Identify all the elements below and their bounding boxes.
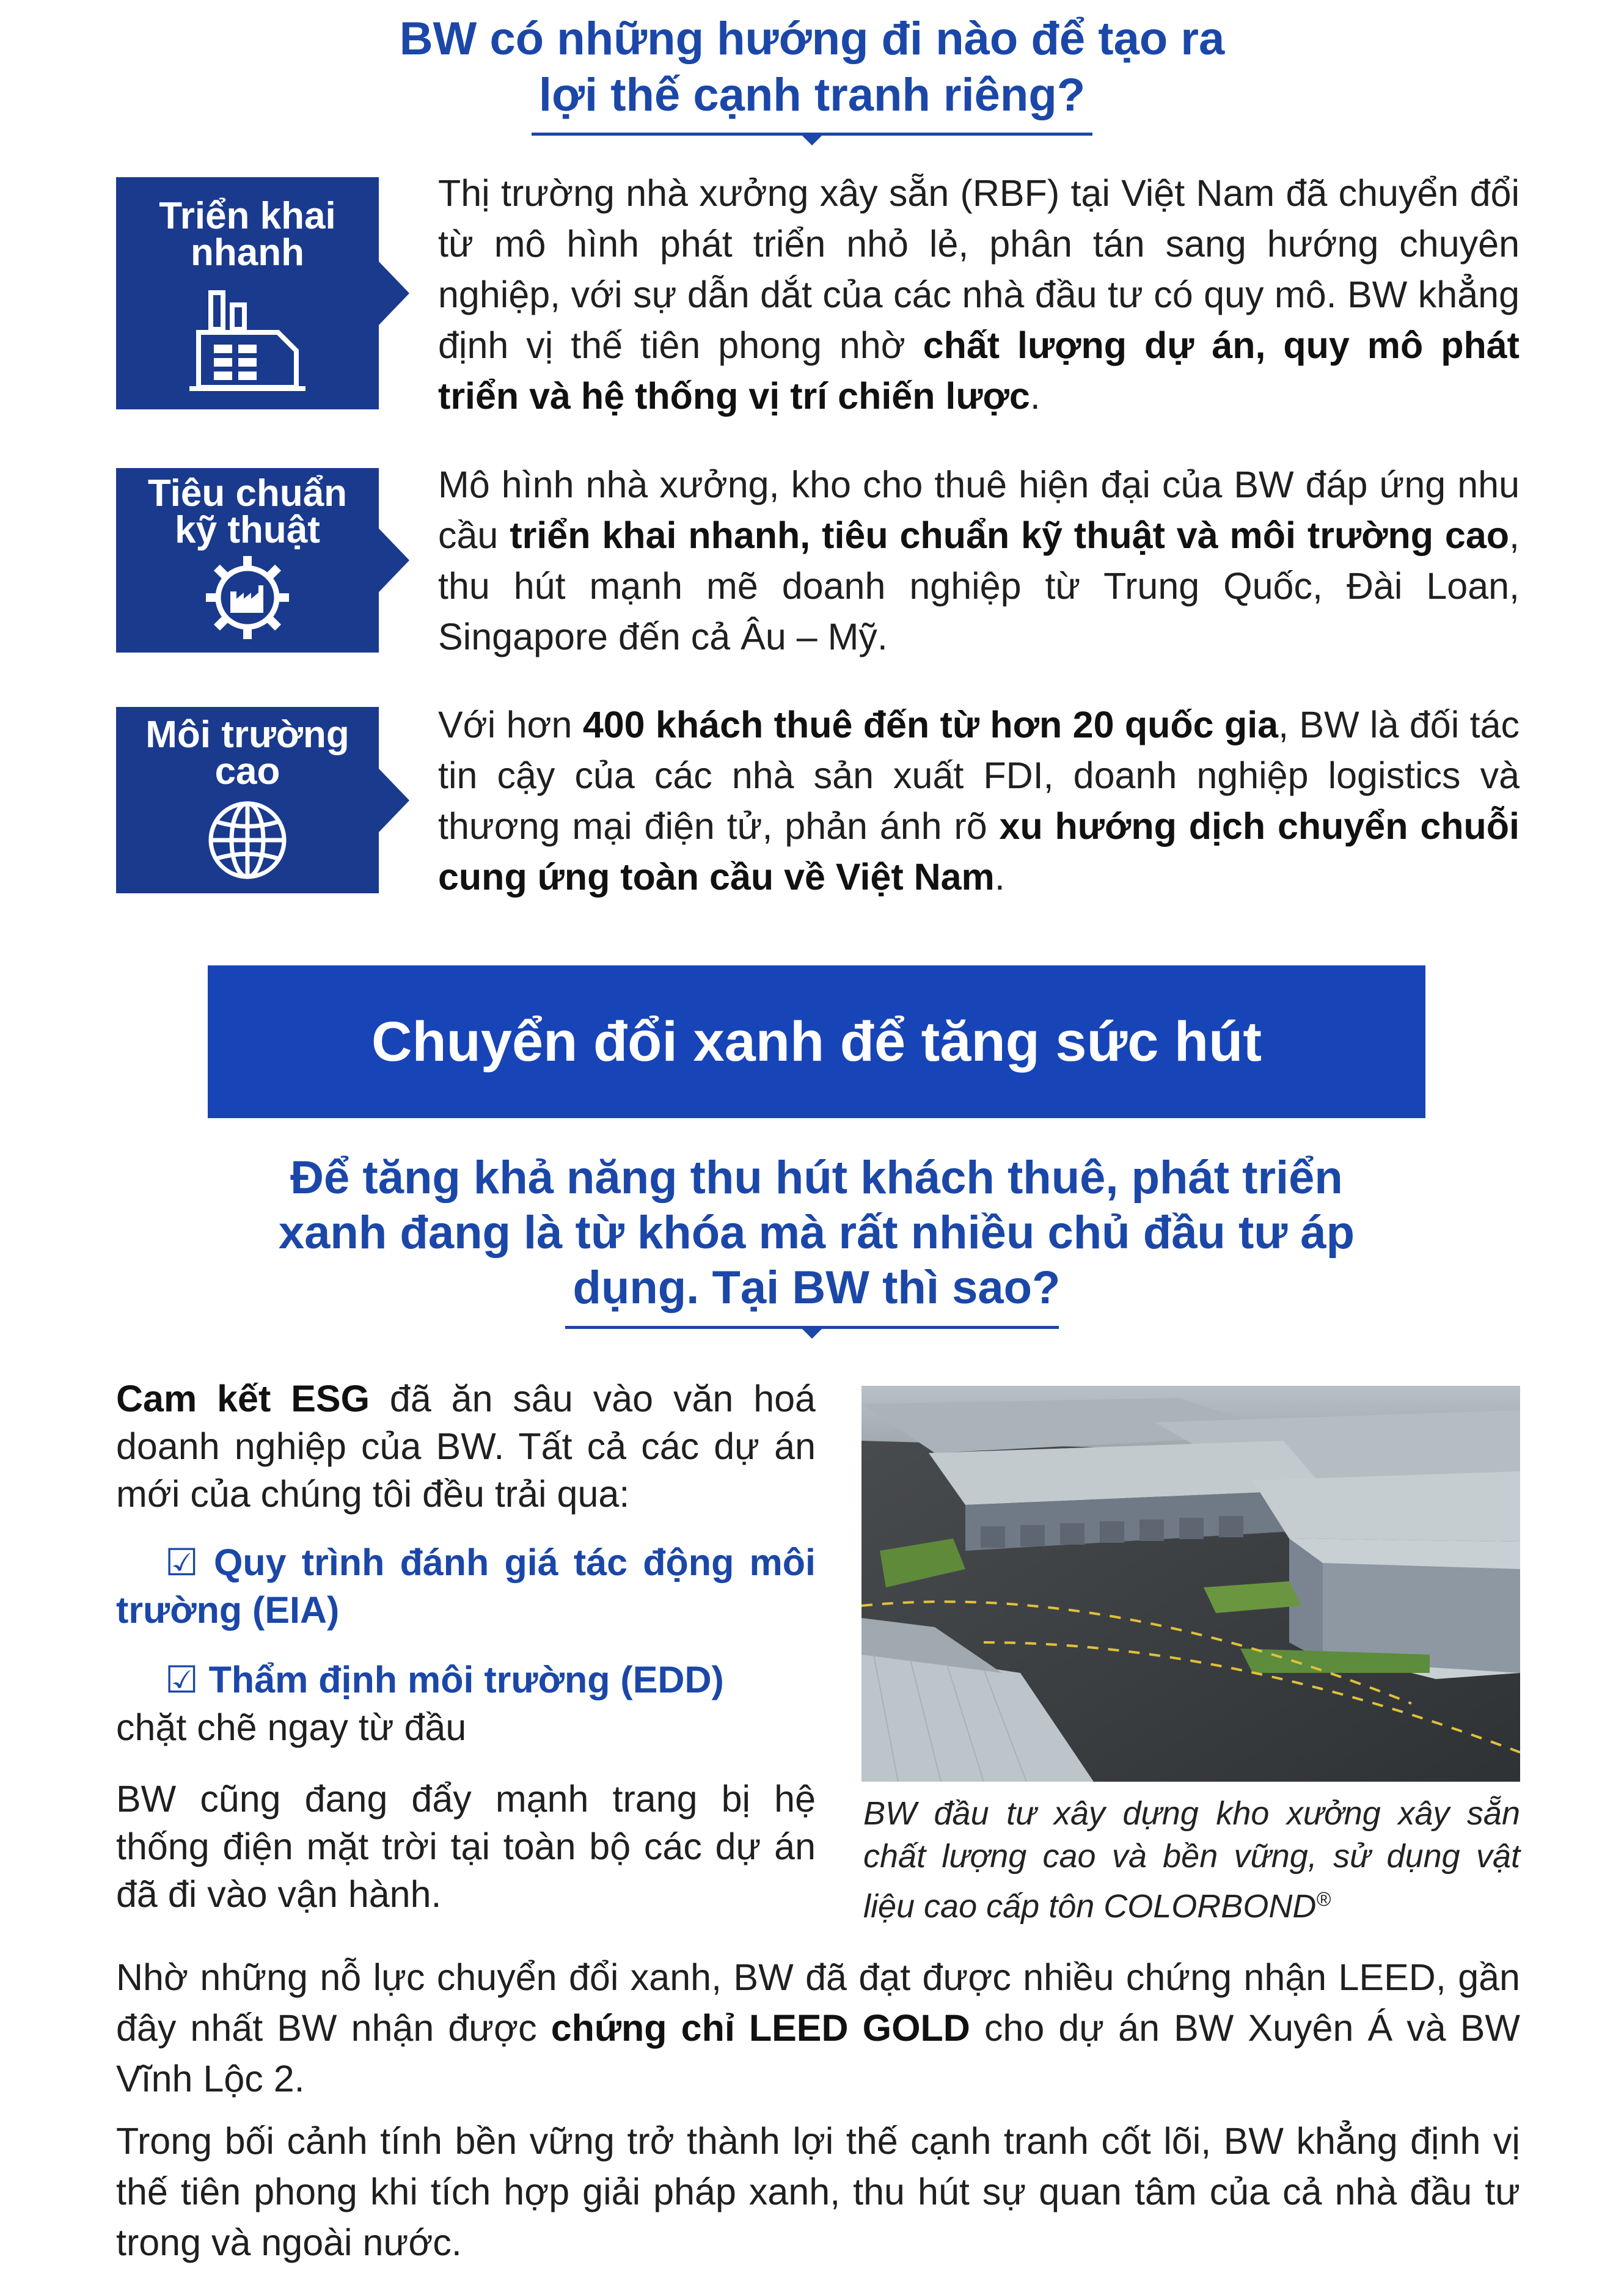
feature-text-emphasis: triển khai nhanh, tiêu chuẩn kỹ thuật và môi trường cao [510,514,1510,556]
photo-caption: BW đầu tư xây dựng kho xưởng xây sẵn chất lượng cao và bền vững, sử dụng vật liệu cao cấp tôn COLORBOND® [863,1795,1520,1925]
warehouse-photo [861,1386,1520,1782]
feature-text-segment: , BW là đối tác tin cậy của các nhà sản xuất FDI, doanh nghiệp logistics và thương mại điện tử, phản ánh rõ [438,704,1520,847]
feature-text-segment: , thu hút mạnh mẽ doanh nghiệp từ Trung Quốc, Đài Loan, Singapore đến cả Âu – Mỹ. [438,514,1520,657]
feature-text-segment: Mô hình nhà xưởng, kho cho thuê hiện đại của BW đáp ứng nhu cầu [438,464,1520,556]
conclusion-paragraph: Trong bối cảnh tính bền vững trở thành lợi thế cạnh tranh cốt lõi, BW khẳng định vị thế tiên phong khi tích hợp giải pháp xanh, thu hút sự quan tâm của cả nhà đầu tư trong và ngoài nước. [116,2120,1520,2263]
factory-icon [186,284,309,393]
heading-line-2: lợi thế cạnh tranh riêng? [538,69,1086,121]
feature-text-segment: . [1030,375,1041,417]
warehouse-aerial-image [861,1386,1520,1782]
feature-label: Môi trường cao [145,714,349,792]
solar-text: BW cũng đang đẩy mạnh trang bị hệ thống điện mặt trời tại toàn bộ các dự án đã đi vào vận hành. [116,1778,816,1915]
feature-label: Tiêu chuẩn kỹ thuật [147,472,348,551]
section-heading [0,11,1624,123]
leed-paragraph: Nhờ những nỗ lực chuyển đổi xanh, BW đã đạt được nhiều chứng nhận LEED, gần đây nhất BW nhận được chứng chỉ LEED GOLD cho dự án BW Xuyên Á và BW Vĩnh Lộc 2. [116,1956,1520,2099]
feature-box-environment [116,707,379,893]
feature-box-fast-deploy [116,177,379,409]
feature-text-emphasis: xu hướng dịch chuyển chuỗi cung ứng toàn cầu về Việt Nam [438,805,1520,898]
feature-pointer [379,529,409,592]
checklist-item-edd: ☑ Thẩm định môi trường (EDD) chặt chẽ ngay từ đầu [116,1659,724,1748]
feature-text-segment: Với hơn [438,704,583,745]
gear-factory-icon [205,555,290,640]
feature-text-emphasis: 400 khách thuê đến từ hơn 20 quốc gia [582,704,1279,745]
feature-text-technical-standard [438,459,1520,662]
heading-notch [801,134,823,145]
checkbox-icon: ☑ [165,1659,199,1700]
green-transition-banner: Chuyển đổi xanh để tăng sức hút [208,965,1425,1118]
feature-label: Triển khai nhanh [159,195,336,274]
feature-box-technical-standard [116,468,379,653]
feature-pointer [379,769,409,832]
checkbox-icon: ☑ [165,1542,199,1583]
feature-text-segment: Thị trường nhà xưởng xây sẵn (RBF) tại Việt Nam đã chuyển đổi từ mô hình phát triển nhỏ lẻ, phân tán sang hướng chuyên nghiệp, với sự dẫn dắt của các nhà đầu tư có quy mô. BW khẳng định vị thế tiên phong nhờ [438,172,1520,366]
feature-text-fast-deploy [438,168,1520,422]
feature-text-segment: . [994,856,1005,898]
feature-text-environment [438,700,1520,902]
feature-pointer [379,262,409,325]
checklist-item-eia: ☑ Quy trình đánh giá tác động môi trường (EIA) [116,1542,816,1631]
question-heading: Để tăng khả năng thu hút khách thuê, phát triển xanh đang là từ khóa mà rất nhiều chủ đầu tư áp dụng. Tại BW thì sao? [278,1152,1355,1314]
question-notch [801,1328,823,1339]
globe-icon [205,797,290,883]
feature-text-emphasis: chất lượng dự án, quy mô phát triển và hệ thống vị trí chiến lược [438,324,1520,417]
esg-intro: Cam kết ESG đã ăn sâu vào văn hoá doanh nghiệp của BW. Tất cả các dự án mới của chúng tôi đều trải qua: [116,1378,816,1515]
heading-line-1: BW có những hướng đi nào để tạo ra [399,13,1225,65]
